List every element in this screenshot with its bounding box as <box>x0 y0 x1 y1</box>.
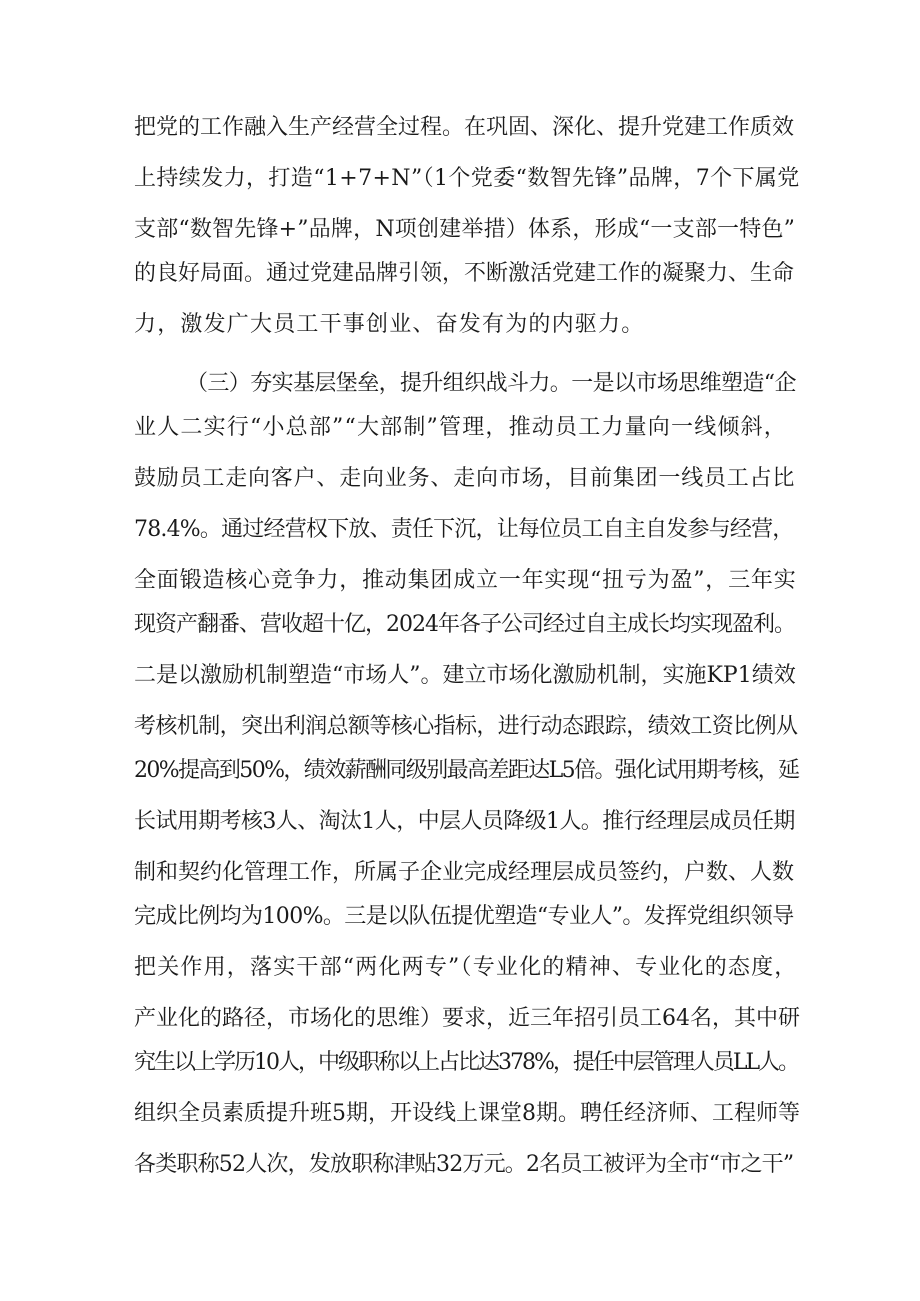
paragraph-line-10: 全面锻造核心竞争力，推动集团成立一年实现“扭亏为盈”，三年实 <box>134 568 797 593</box>
paragraph-line-18: 把关作用，落实干部“两化两专”（专业化的精神、专业化的态度， <box>134 955 798 980</box>
paragraph-line-4: 的良好局面。通过党建品牌引领，不断激活党建工作的凝聚力、生命 <box>134 261 795 286</box>
paragraph-line-13: 考核机制，突出利润总额等核心指标，进行动态跟踪，绩效工资比例从 <box>134 714 798 739</box>
paragraph-line-19: 产业化的路径，市场化的思维）要求，近三年招引员工64名，其中研 <box>134 1006 800 1031</box>
paragraph-line-11: 现资产翻番、营收超十亿，2024年各子公司经过自主成长均实现盈利。 <box>134 612 795 637</box>
paragraph-line-3: 支部“数智先锋+”品牌，N项创建举措）体系，形成“一支部一特色” <box>134 217 796 242</box>
paragraph-line-7: 业人二实行“小总部”“大部制”管理，推动员工力量向一线倾斜， <box>134 415 787 440</box>
paragraph-line-17: 完成比例均为100%。三是以队伍提优塑造“专业人”。发挥党组织领导 <box>134 904 794 929</box>
paragraph-line-15: 长试用期考核3人、淘汰1人，中层人员降级1人。推行经理层成员任期 <box>134 809 795 834</box>
paragraph-line-2: 上持续发力，打造“1+7+N”（1个党委“数智先锋”品牌，7个下属党 <box>134 166 800 191</box>
paragraph-line-21: 组织全员素质提升班5期，开设线上课堂8期。聘任经济师、工程师等 <box>134 1101 800 1126</box>
paragraph-line-20: 究生以上学历10人，中级职称以上占比达378%，提任中层管理人员LL人。 <box>134 1050 799 1075</box>
paragraph-line-22: 各类职称52人次，发放职称津贴32万元。2名员工被评为全市“市之干” <box>134 1152 794 1177</box>
section-heading-line: （三）夯实基层堡垒，提升组织战斗力。一是以市场思维塑造“企 <box>186 371 796 396</box>
paragraph-line-12: 二是以激励机制塑造“市场人”。建立市场化激励机制，实施KP1绩效 <box>134 663 796 688</box>
paragraph-line-5: 力，激发广大员工干事创业、奋发有为的内驱力。 <box>134 312 645 337</box>
paragraph-line-1: 把党的工作融入生产经营全过程。在巩固、深化、提升党建工作质效 <box>134 115 795 140</box>
paragraph-line-14: 20%提高到50%，绩效薪酬同级别最高差距达L5倍。强化试用期考核，延 <box>134 758 799 783</box>
paragraph-line-16: 制和契约化管理工作，所属子企业完成经理层成员签约，户数、人数 <box>134 860 795 885</box>
paragraph-line-8: 鼓励员工走向客户、走向业务、走向市场，目前集团一线员工占比 <box>134 466 796 491</box>
paragraph-line-9: 78.4%。通过经营权下放、责任下沉，让每位员工自主自发参与经营， <box>134 517 794 542</box>
